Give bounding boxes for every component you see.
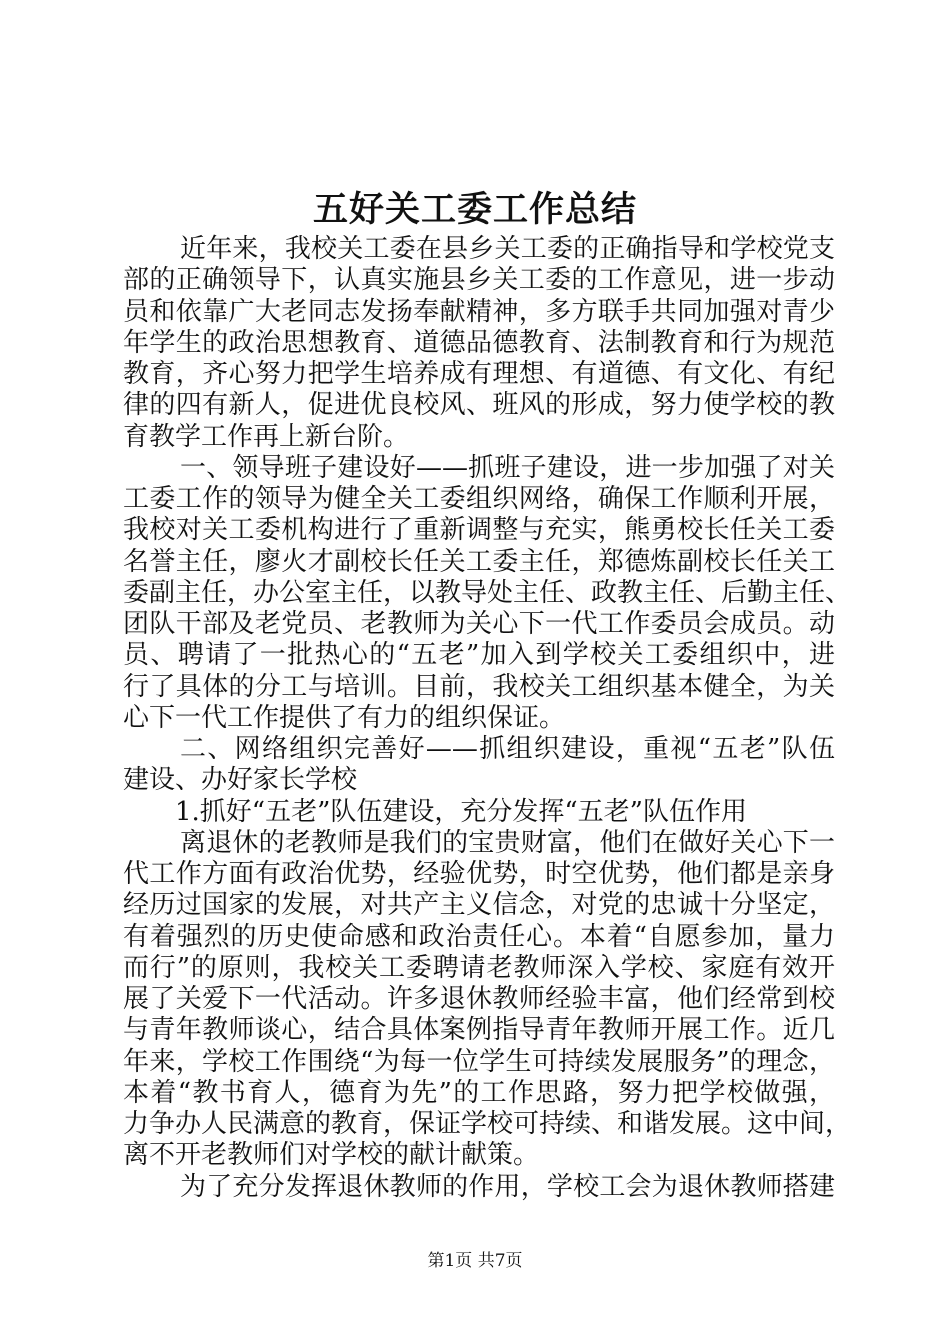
text-line: 近年来，我校关工委在县乡关工委的正确指导和学校党支 (180, 234, 835, 264)
text-line: 与青年教师谈心，结合具体案例指导青年教师开展工作。近几 (123, 1015, 835, 1046)
text-line: 有着强烈的历史使命感和政治责任心。本着“自愿参加，量力 (123, 921, 835, 952)
text-line: 力争办人民满意的教育，保证学校可持续、和谐发展。这中间， (123, 1109, 852, 1139)
text-line: 心下一代工作提供了有力的组织保证。 (123, 702, 566, 733)
document-title: 五好关工委工作总结 (312, 189, 637, 230)
text-line: 委副主任，办公室主任，以教导处主任、政教主任、后勤主任、 (123, 577, 852, 608)
text-line: 本着“教书育人，德育为先”的工作思路，努力把学校做强， (123, 1077, 835, 1108)
page-footer: 第1页 共7页 (427, 1251, 523, 1271)
text-line: 离不开老教师们对学校的献计献策。 (123, 1140, 540, 1171)
text-line: 行了具体的分工与培训。目前，我校关工组织基本健全，为关 (123, 671, 835, 702)
text-line: 律的四有新人，促进优良校风、班风的形成，努力使学校的教 (123, 390, 835, 421)
text-line: 工委工作的领导为健全关工委组织网络，确保工作顺利开展， (123, 484, 835, 514)
text-line: 年来，学校工作围绕“为每一位学生可持续发展服务”的理念， (123, 1046, 835, 1077)
numbered-heading: 1.抓好“五老”队伍建设，充分发挥“五老”队伍作用 (175, 796, 747, 827)
text-line: 教育，齐心努力把学生培养成有理想、有道德、有文化、有纪 (123, 359, 835, 389)
text-line: 而行”的原则，我校关工委聘请老教师深入学校、家庭有效开 (123, 952, 835, 983)
text-line: 团队干部及老党员、老教师为关心下一代工作委员会成员。动 (123, 609, 835, 639)
text-line: 展了关爱下一代活动。许多退休教师经验丰富，他们经常到校 (123, 984, 835, 1014)
text-line: 代工作方面有政治优势，经验优势，时空优势，他们都是亲身 (123, 859, 835, 889)
text-line: 为了充分发挥退休教师的作用，学校工会为退休教师搭建 (180, 1171, 835, 1202)
text-line: 部的正确领导下，认真实施县乡关工委的工作意见，进一步动 (123, 265, 835, 296)
text-line: 育教学工作再上新台阶。 (123, 421, 410, 452)
text-line: 员和依靠广大老同志发扬奉献精神，多方联手共同加强对青少 (123, 296, 835, 327)
text-line: 经历过国家的发展，对共产主义信念，对党的忠诚十分坚定， (123, 890, 835, 921)
text-line: 二、网络组织完善好——抓组织建设，重视“五老”队伍 (180, 734, 835, 764)
text-line: 离退休的老教师是我们的宝贵财富，他们在做好关心下一 (180, 827, 835, 858)
text-line: 一、领导班子建设好——抓班子建设，进一步加强了对关 (180, 452, 835, 483)
text-line: 建设、办好家长学校 (123, 765, 358, 796)
text-line: 名誉主任，廖火才副校长任关工委主任，郑德炼副校长任关工 (123, 546, 835, 577)
text-line: 我校对关工委机构进行了重新调整与充实，熊勇校长任关工委 (123, 515, 835, 546)
text-line: 员、聘请了一批热心的“五老”加入到学校关工委组织中，进 (123, 640, 835, 671)
text-line: 年学生的政治思想教育、道德品德教育、法制教育和行为规范 (123, 327, 835, 358)
document-body (123, 234, 852, 1203)
